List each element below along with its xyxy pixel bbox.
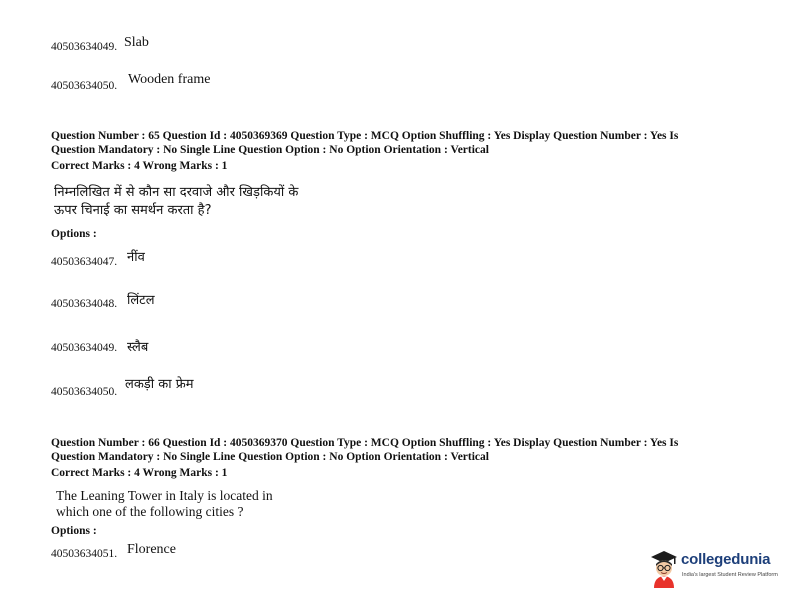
option-text: Wooden frame (128, 72, 211, 87)
question-header-line1: Question Number : 65 Question Id : 4050369369 Question Type : MCQ Option Shuffling : Yes Display Question Number : Yes Is (51, 130, 679, 142)
question-header-line2: Question Mandatory : No Single Line Question Option : No Option Orientation : Vertical (51, 451, 489, 463)
option-text: Slab (124, 35, 149, 50)
option-id: 40503634049. (51, 41, 118, 53)
logo-tagline: India's largest Student Review Platform (682, 572, 778, 578)
question-marks: Correct Marks : 4 Wrong Marks : 1 (51, 467, 228, 479)
option-id: 40503634048. (51, 298, 118, 310)
question-text-line1: निम्नलिखित में से कौन सा दरवाजे और खिड़कियों के (54, 185, 299, 200)
logo-wordmark: collegedunia (681, 551, 771, 568)
question-text-line2: ऊपर चिनाई का समर्थन करता है? (54, 203, 212, 218)
option-id: 40503634050. (51, 80, 118, 92)
question-text-line2: which one of the following cities ? (56, 504, 244, 519)
option-id: 40503634047. (51, 256, 118, 268)
options-label: Options : (51, 525, 97, 537)
option-text: लकड़ी का फ्रेम (125, 377, 194, 392)
student-mascot-icon (648, 548, 680, 588)
option-text: Florence (127, 542, 176, 557)
question-header-line2: Question Mandatory : No Single Line Question Option : No Option Orientation : Vertical (51, 144, 489, 156)
question-header-line1: Question Number : 66 Question Id : 4050369370 Question Type : MCQ Option Shuffling : Yes Display Question Number : Yes Is (51, 437, 679, 449)
option-text: स्लैब (127, 340, 149, 355)
collegedunia-logo (648, 548, 780, 590)
option-id: 40503634051. (51, 548, 118, 560)
option-text: लिंटल (127, 293, 155, 308)
option-id: 40503634049. (51, 342, 118, 354)
options-label: Options : (51, 228, 97, 240)
option-text: नींव (127, 250, 145, 265)
question-text-line1: The Leaning Tower in Italy is located in (56, 488, 273, 503)
option-id: 40503634050. (51, 386, 118, 398)
question-marks: Correct Marks : 4 Wrong Marks : 1 (51, 160, 228, 172)
